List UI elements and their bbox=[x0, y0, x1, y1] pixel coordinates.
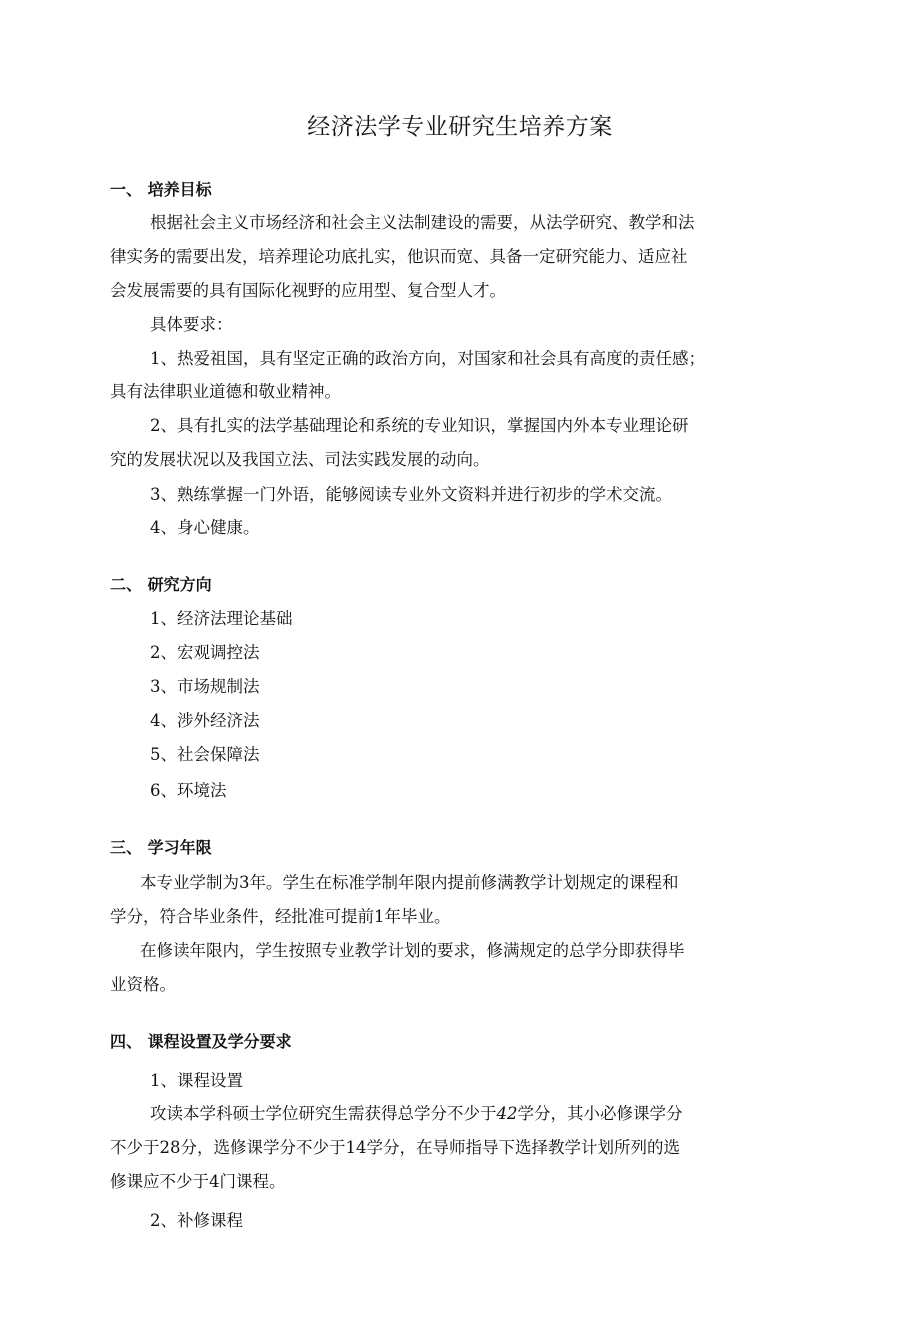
requirement-line: 具有法律职业道德和敬业精神。 bbox=[110, 382, 341, 401]
paragraph-line: 本专业学制为3年。学生在标准学制年限内提前修满教学计划规定的课程和 bbox=[140, 873, 679, 892]
paragraph-text: 攻读本学科硕士学位研究生需获得总学分不少于 bbox=[150, 1104, 497, 1123]
paragraph-line: 在修读年限内，学生按照专业教学计划的要求，修满规定的总学分即获得毕 bbox=[140, 941, 685, 960]
paragraph-line bbox=[150, 1100, 683, 1124]
paragraph-line: 根据社会主义市场经济和社会主义法制建设的需要，从法学研究、教学和法 bbox=[150, 213, 695, 232]
list-item: 5、社会保障法 bbox=[150, 745, 260, 764]
list-item: 3、市场规制法 bbox=[150, 677, 260, 696]
subheading-course-setup: 1、课程设置 bbox=[150, 1071, 243, 1090]
section-heading-research-directions: 二、 研究方向 bbox=[110, 575, 212, 594]
section-heading-training-goals: 一、 培养目标 bbox=[110, 180, 212, 199]
paragraph-line: 会发展需要的具有国际化视野的应用型、复合型人才。 bbox=[110, 281, 506, 300]
total-credits-number: 42 bbox=[496, 1104, 518, 1123]
requirement-line: 2、具有扎实的法学基础理论和系统的专业知识，掌握国内外本专业理论研 bbox=[150, 416, 689, 435]
requirements-label: 具体要求： bbox=[150, 315, 233, 334]
requirement-line: 究的发展状况以及我国立法、司法实践发展的动向。 bbox=[110, 450, 490, 469]
section-heading-study-duration: 三、 学习年限 bbox=[110, 838, 212, 857]
paragraph-line: 律实务的需要出发，培养理论功底扎实，他识而宽、具备一定研究能力、适应社 bbox=[110, 247, 688, 266]
paragraph-line: 业资格。 bbox=[110, 975, 176, 994]
paragraph-text: 学分，其小必修课学分 bbox=[517, 1104, 683, 1123]
requirement-line: 4、身心健康。 bbox=[150, 518, 260, 537]
paragraph-line: 修课应不少于4门课程。 bbox=[110, 1172, 286, 1191]
paragraph-line: 不少于28分，选修课学分不少于14学分，在导师指导下选择教学计划所列的选 bbox=[110, 1138, 680, 1157]
subheading-supplementary-courses: 2、补修课程 bbox=[150, 1211, 243, 1230]
section-heading-courses-credits: 四、 课程设置及学分要求 bbox=[110, 1032, 292, 1051]
paragraph-line: 学分，符合毕业条件，经批准可提前1年毕业。 bbox=[110, 907, 451, 926]
list-item: 1、经济法理论基础 bbox=[150, 609, 293, 628]
list-item: 6、环境法 bbox=[150, 781, 227, 800]
list-item: 4、涉外经济法 bbox=[150, 711, 260, 730]
document-title: 经济法学专业研究生培养方案 bbox=[307, 114, 613, 140]
list-item: 2、宏观调控法 bbox=[150, 643, 260, 662]
requirement-line: 3、熟练掌握一门外语，能够阅读专业外文资料并进行初步的学术交流。 bbox=[150, 485, 672, 504]
requirement-line: 1、热爱祖国，具有坚定正确的政治方向，对国家和社会具有高度的责任感； bbox=[150, 349, 705, 368]
